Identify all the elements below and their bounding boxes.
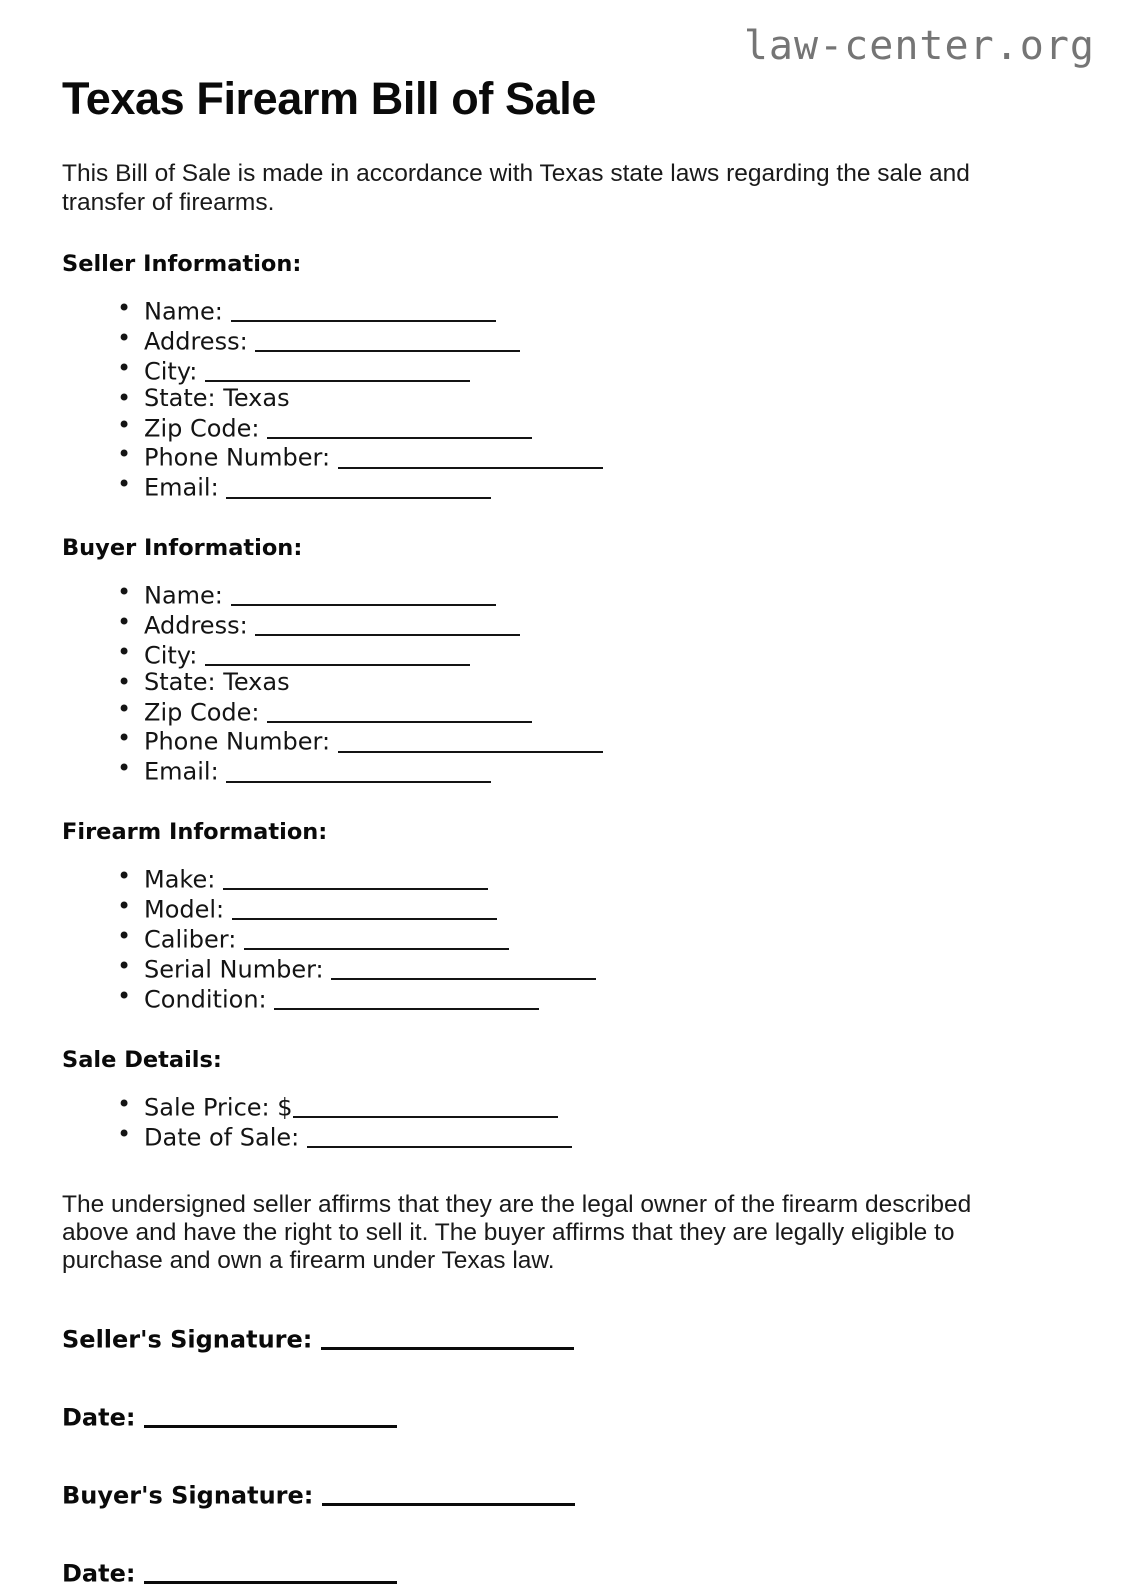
- field-label: Phone Number:: [144, 727, 331, 756]
- section-heading: Buyer Information:: [62, 535, 303, 562]
- field-label: Email:: [144, 473, 219, 502]
- list-item: [117, 579, 1071, 609]
- field-label: Name:: [144, 297, 223, 326]
- list-item: [117, 755, 1071, 785]
- list-item: [117, 639, 1071, 669]
- signature-label: Date:: [62, 1403, 136, 1432]
- field-label: Make:: [144, 865, 216, 894]
- field-list: [62, 295, 1071, 501]
- list-item: [117, 696, 1071, 726]
- field-list: [62, 579, 1071, 785]
- list-item: [117, 412, 1071, 442]
- signature-label: Date:: [62, 1559, 136, 1588]
- fill-in-blank[interactable]: [267, 412, 532, 439]
- fill-in-blank[interactable]: [267, 696, 532, 723]
- field-value: Texas: [215, 383, 290, 412]
- field-label: City:: [144, 641, 198, 670]
- signature-blank[interactable]: [144, 1556, 397, 1584]
- list-item: [117, 325, 1071, 355]
- list-item: [117, 385, 1071, 412]
- section-heading: Firearm Information:: [62, 819, 328, 846]
- field-label: State:: [144, 383, 216, 412]
- section-heading: Seller Information:: [62, 251, 302, 278]
- field-label: State:: [144, 667, 216, 696]
- signature-label: Buyer's Signature:: [62, 1481, 314, 1510]
- signature-row: [62, 1400, 1071, 1432]
- list-item: [117, 441, 1071, 471]
- signature-blank[interactable]: [321, 1322, 574, 1350]
- list-item: [117, 725, 1071, 755]
- list-item: [117, 923, 1071, 953]
- field-label: City:: [144, 357, 198, 386]
- fill-in-blank[interactable]: [226, 471, 491, 498]
- field-label: Date of Sale:: [144, 1123, 300, 1152]
- field-label: Condition:: [144, 985, 267, 1014]
- field-value: Texas: [215, 667, 290, 696]
- fill-in-blank[interactable]: [231, 295, 496, 322]
- fill-in-blank[interactable]: [293, 1091, 558, 1118]
- section-heading: Sale Details:: [62, 1046, 222, 1073]
- fill-in-blank[interactable]: [274, 983, 539, 1010]
- signature-block: [62, 1322, 1071, 1588]
- fill-in-blank[interactable]: [307, 1121, 572, 1148]
- list-item: [117, 669, 1071, 696]
- fill-in-blank[interactable]: [255, 609, 520, 636]
- signature-row: [62, 1556, 1071, 1588]
- field-label: Zip Code:: [144, 413, 260, 442]
- fill-in-blank[interactable]: [226, 755, 491, 782]
- field-label: Caliber:: [144, 925, 237, 954]
- signature-row: [62, 1322, 1071, 1354]
- field-label: Model:: [144, 895, 225, 924]
- list-item: [117, 863, 1071, 893]
- signature-row: [62, 1478, 1071, 1510]
- site-watermark: law-center.org: [743, 23, 1095, 69]
- field-label: Phone Number:: [144, 443, 331, 472]
- field-label: Email:: [144, 757, 219, 786]
- signature-label: Seller's Signature:: [62, 1325, 313, 1354]
- field-list: [62, 863, 1071, 1013]
- list-item: [117, 355, 1071, 385]
- field-list: [62, 1091, 1071, 1151]
- field-label: Address:: [144, 327, 248, 356]
- fill-in-blank[interactable]: [244, 923, 509, 950]
- fill-in-blank[interactable]: [338, 441, 603, 468]
- list-item: [117, 953, 1071, 983]
- list-item: [117, 893, 1071, 923]
- fill-in-blank[interactable]: [255, 325, 520, 352]
- fill-in-blank[interactable]: [223, 863, 488, 890]
- sections-container: [62, 251, 1071, 1150]
- fill-in-blank[interactable]: [331, 953, 596, 980]
- list-item: [117, 471, 1071, 501]
- fill-in-blank[interactable]: [205, 639, 470, 666]
- field-label: Name:: [144, 581, 223, 610]
- affirmation-paragraph: The undersigned seller affirms that they are the legal owner of the firearm described above and have the right to sell it. The buyer affirms that they are legally eligible to purchase and own a firearm under Texas law.: [62, 1190, 972, 1275]
- list-item: [117, 983, 1071, 1013]
- fill-in-blank[interactable]: [232, 893, 497, 920]
- list-item: [117, 1121, 1071, 1151]
- intro-paragraph: This Bill of Sale is made in accordance with Texas state laws regarding the sale and transfer of firearms.: [62, 160, 970, 216]
- fill-in-blank[interactable]: [205, 355, 470, 382]
- fill-in-blank[interactable]: [338, 725, 603, 752]
- list-item: [117, 609, 1071, 639]
- list-item: [117, 295, 1071, 325]
- field-label: Serial Number:: [144, 955, 324, 984]
- signature-blank[interactable]: [144, 1400, 397, 1428]
- field-label: Zip Code:: [144, 697, 260, 726]
- fill-in-blank[interactable]: [231, 579, 496, 606]
- page-title: Texas Firearm Bill of Sale: [62, 73, 596, 124]
- signature-blank[interactable]: [322, 1478, 575, 1506]
- list-item: [117, 1091, 1071, 1121]
- field-label: Sale Price: $: [144, 1093, 293, 1122]
- field-label: Address:: [144, 611, 248, 640]
